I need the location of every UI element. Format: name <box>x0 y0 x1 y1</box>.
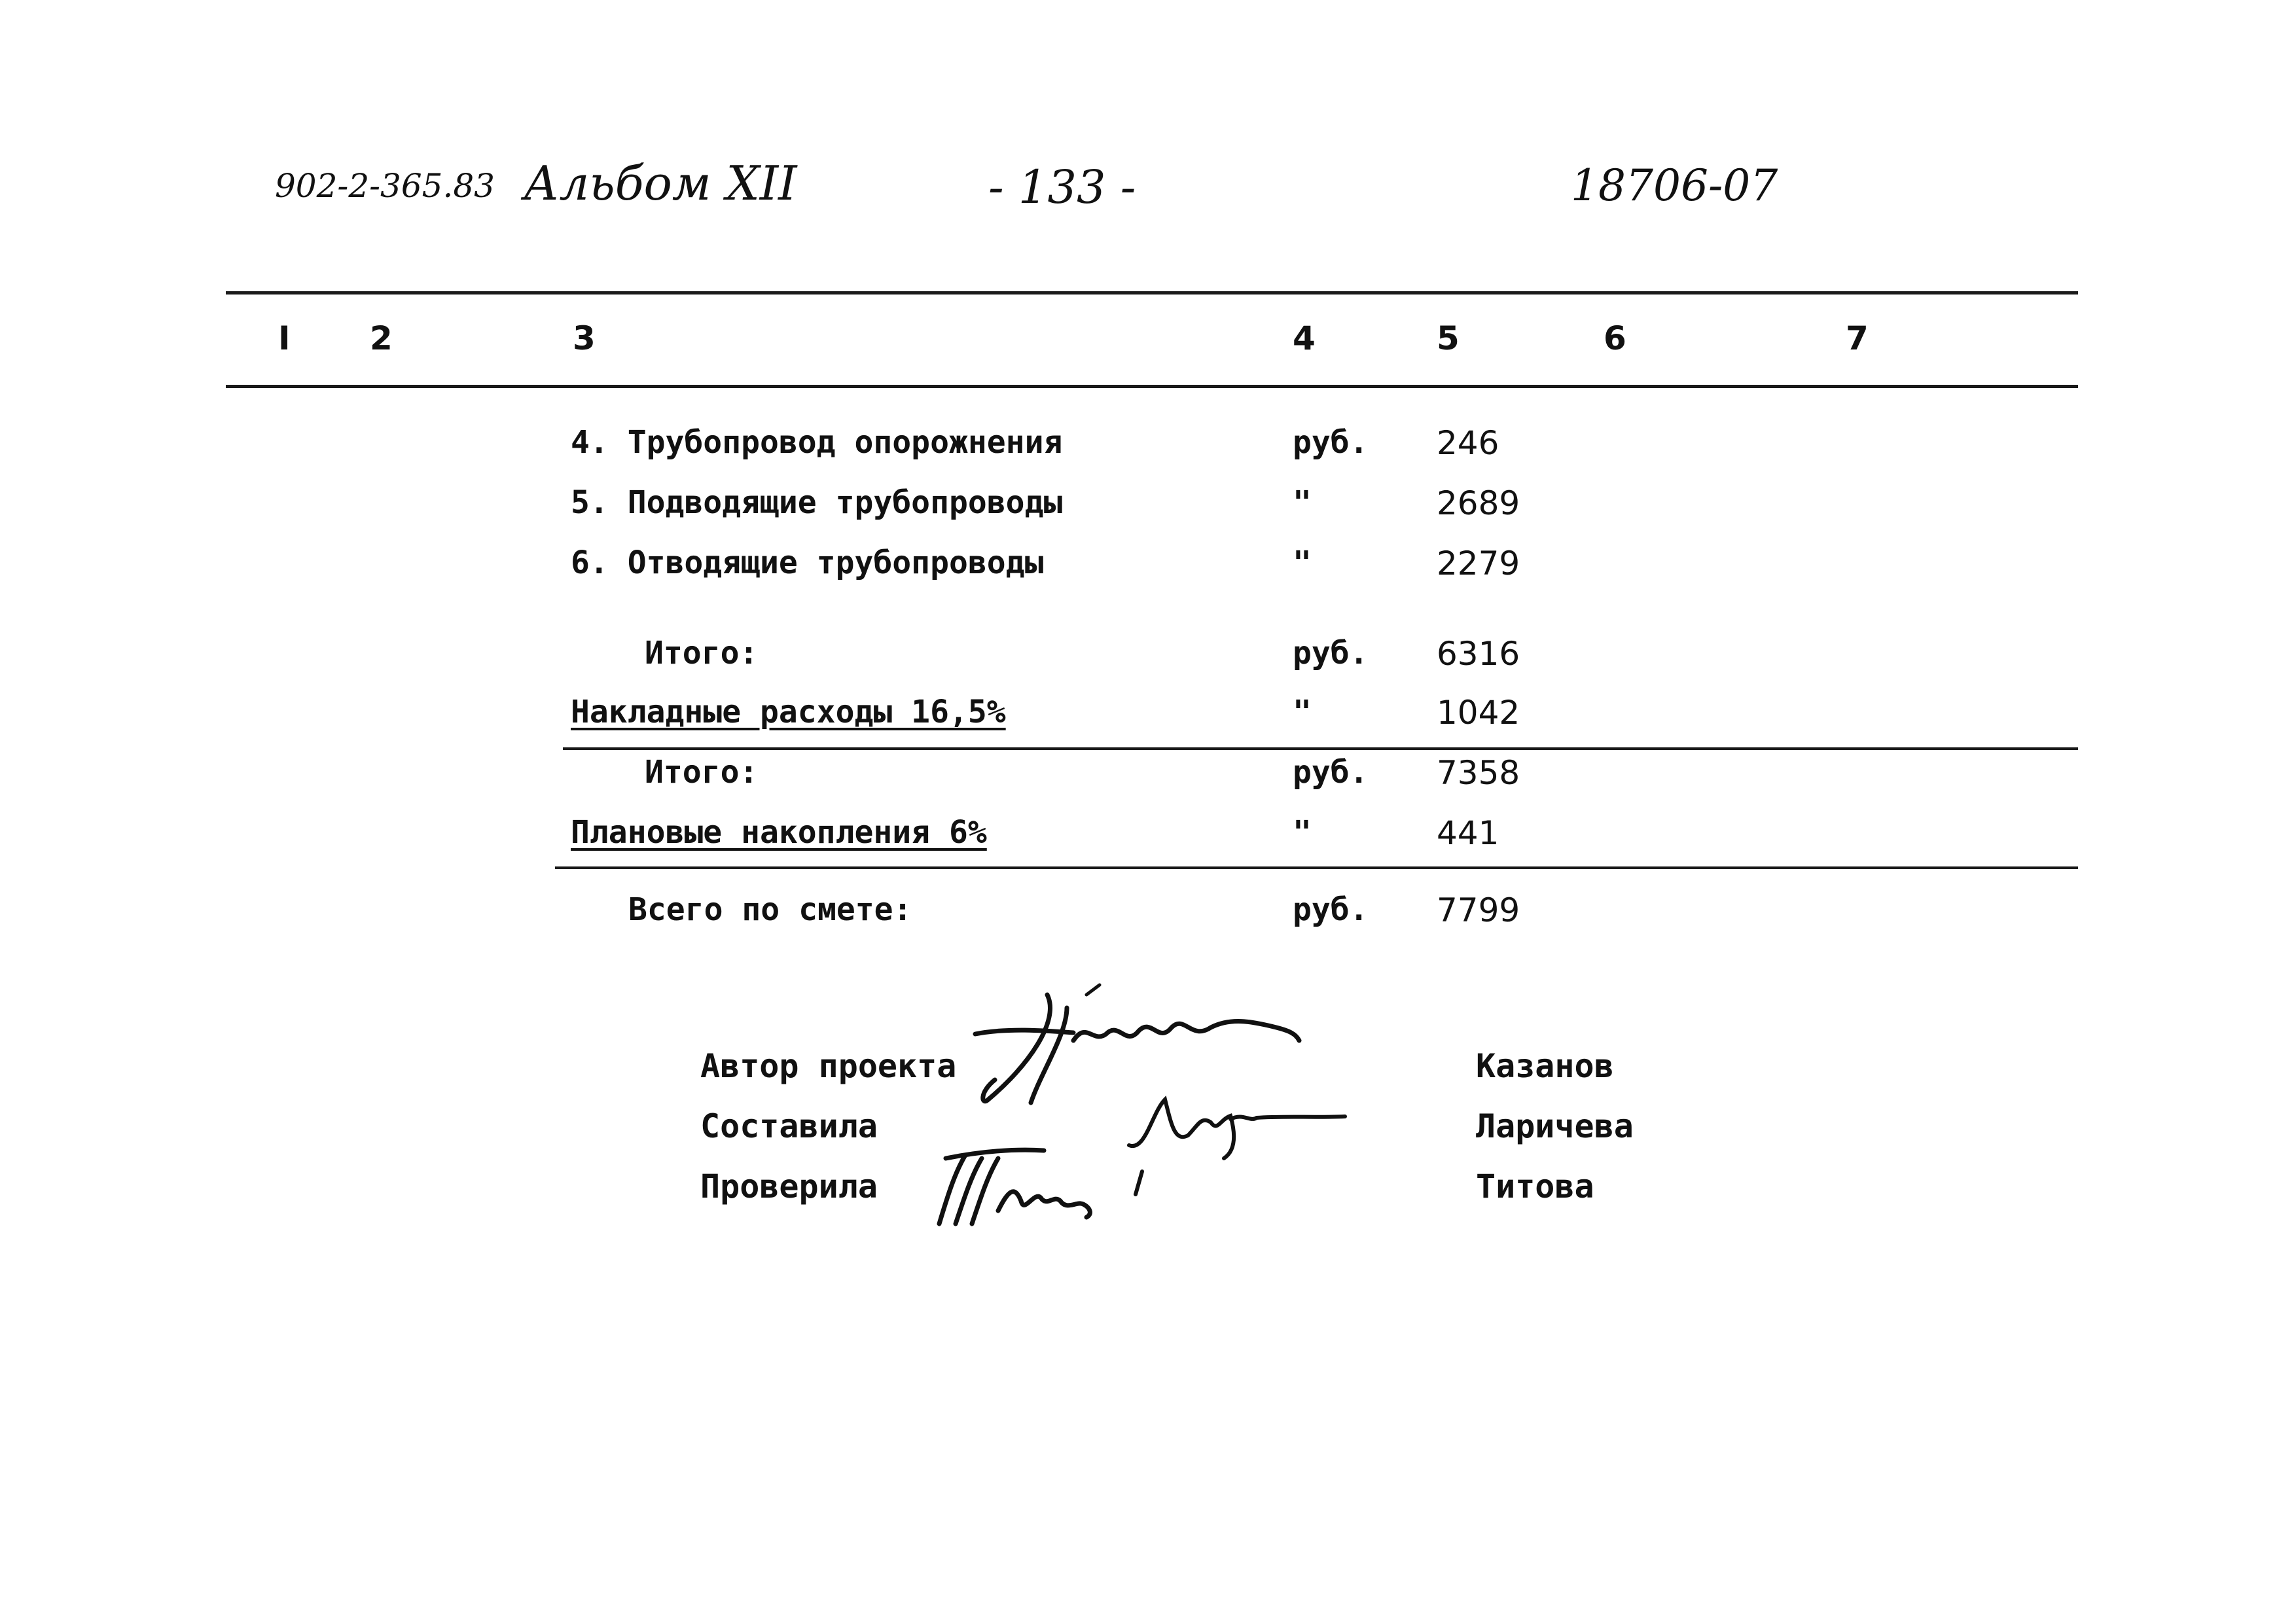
column-number-4: 4 <box>1293 319 1316 357</box>
column-number-5: 5 <box>1437 319 1460 357</box>
signature-role-compiler: Составила <box>700 1107 878 1145</box>
table-row-subtotal <box>0 635 2296 687</box>
row-value: 2689 <box>1437 484 1520 522</box>
table-row <box>0 424 2296 476</box>
row-name: 5. Подводящие трубопроводы <box>571 484 1063 521</box>
checker-signature <box>926 1139 1188 1237</box>
row-unit: " <box>1293 814 1312 851</box>
document-number: 18706-07 <box>1571 160 1778 211</box>
row-value: 7799 <box>1437 891 1520 929</box>
row-name: Накладные расходы 16,5% <box>571 694 1006 730</box>
row-name: Плановые накопления 6% <box>571 814 987 851</box>
row-name: 6. Отводящие трубопроводы <box>571 544 1044 581</box>
row-unit: руб. <box>1293 635 1369 671</box>
row-value: 246 <box>1437 424 1499 462</box>
column-number-7: 7 <box>1846 319 1869 357</box>
column-number-3: 3 <box>573 319 596 357</box>
row-unit: руб. <box>1293 424 1369 461</box>
table-top-rule <box>226 291 2078 294</box>
row-name: Всего по смете: <box>628 891 912 928</box>
signature-name-author: Казанов <box>1476 1047 1614 1085</box>
table-row-total <box>0 891 2296 944</box>
column-number-2: 2 <box>370 319 393 357</box>
table-row <box>0 814 2296 866</box>
signature-role-author: Автор проекта <box>700 1047 957 1085</box>
row-unit: " <box>1293 484 1312 521</box>
table-row <box>0 544 2296 597</box>
signature-name-compiler: Ларичева <box>1476 1107 1634 1145</box>
row-unit: руб. <box>1293 891 1369 928</box>
table-header-bottom-rule <box>226 385 2078 388</box>
signature-role-checker: Проверила <box>700 1168 878 1205</box>
table-row <box>0 694 2296 746</box>
row-value: 1042 <box>1437 694 1520 732</box>
row-name: Итого: <box>645 635 759 671</box>
signature-name-checker: Титова <box>1476 1168 1594 1205</box>
album-title: Альбом XII <box>524 156 797 211</box>
column-number-6: 6 <box>1604 319 1626 357</box>
table-row-subtotal <box>0 754 2296 806</box>
row-unit: " <box>1293 544 1312 581</box>
row-name: 4. Трубопровод опорожнения <box>571 424 1063 461</box>
column-number-1: I <box>278 319 291 357</box>
row-unit: руб. <box>1293 754 1369 791</box>
row-value: 6316 <box>1437 635 1520 673</box>
row-name: Итого: <box>645 754 759 791</box>
page-number: - 133 - <box>988 160 1136 214</box>
series-code: 902-2-365.83 <box>275 167 495 205</box>
row-value: 2279 <box>1437 544 1520 582</box>
row-unit: " <box>1293 694 1312 730</box>
row-value: 441 <box>1437 814 1499 852</box>
row-value: 7358 <box>1437 754 1520 792</box>
table-row <box>0 484 2296 537</box>
total-rule <box>555 866 2078 869</box>
subtotal-rule <box>563 747 2078 750</box>
